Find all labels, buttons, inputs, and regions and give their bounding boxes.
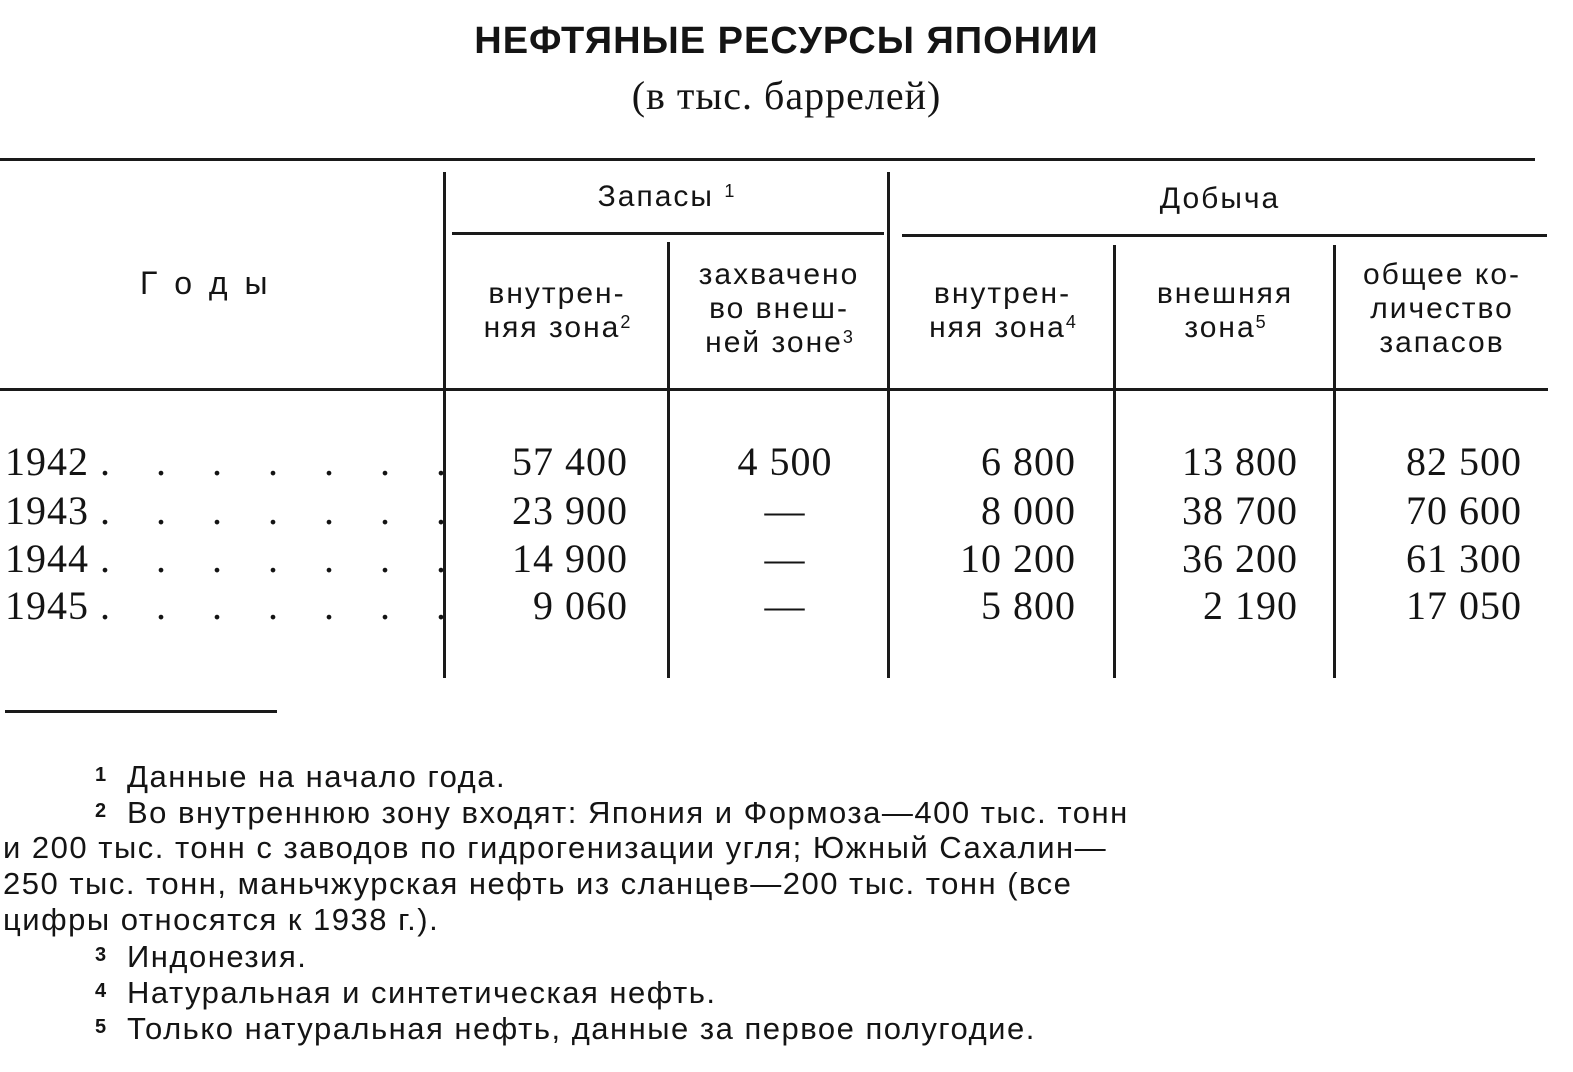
reserves-group-rule [452,232,884,235]
footnote-separator [5,710,277,713]
header-bottom-rule [0,388,1548,391]
cell-outer-production: 13 800 [1182,439,1298,484]
cell-outer-production: 36 200 [1182,536,1298,581]
table-row [0,438,1560,486]
table-top-rule [0,158,1535,161]
cell-total-reserves: 61 300 [1406,536,1522,581]
cell-inner-reserves: 57 400 [512,439,628,484]
cell-inner-reserves: 23 900 [512,488,628,533]
footnote-5: 5 Только натуральная нефть, данные за первое полугодие. [95,1011,1036,1046]
cell-total-reserves: 82 500 [1406,439,1522,484]
cell-total-reserves: 70 600 [1406,488,1522,533]
row-year: 1942 . . . . . . . [5,439,464,484]
table-row [0,487,1560,535]
page-title: НЕФТЯНЫЕ РЕСУРСЫ ЯПОНИИ [474,20,1099,62]
footnote-ref-1: 1 [724,181,735,201]
cell-captured: 4 500 [737,439,833,484]
subheader-outer-production: внешняя зона$^5$ [1156,277,1294,344]
production-group-rule [902,234,1547,237]
footnote-4: 4 Натуральная и синтетическая нефть. [95,975,717,1010]
subheader-captured: захвачено во внеш- ней зоне$^3$ [698,258,860,359]
subheader-inner-production: внутрен- няя зона$^4$ [929,277,1076,344]
footnote-2-line-4: цифры относятся к 1938 г.). [3,902,440,937]
row-year: 1943 . . . . . . . [5,488,464,533]
header-years: Г о д ы [140,265,272,301]
footnote-2-line-3: 250 тыс. тонн, маньчжурская нефть из сланцев—200 тыс. тонн (все [3,866,1073,901]
header-reserves: Запасы $^1$ [597,180,735,213]
cell-inner-production: 5 800 [981,583,1076,628]
cell-inner-production: 6 800 [981,439,1076,484]
footnote-1: 1 Данные на начало года. [95,759,507,794]
footnote-3: 3 Индонезия. [95,939,308,974]
page-subtitle: (в тыс. баррелей) [631,73,942,118]
row-year: 1944 . . . . . . . [5,536,464,581]
footnote-2: 2 Во внутреннюю зону входят: Япония и Формоза—400 тыс. тонн [95,795,1129,830]
cell-inner-reserves: 14 900 [512,536,628,581]
cell-inner-production: 8 000 [981,488,1076,533]
header-production: Добыча [1159,182,1281,215]
cell-captured: — [764,488,806,533]
subheader-total-reserves: общее ко- личество запасов [1362,258,1522,359]
cell-captured: — [764,583,806,628]
table-row [0,582,1560,630]
cell-inner-reserves: 9 060 [533,583,628,628]
subheader-inner-reserves: внутрен- няя зона$^2$ [483,277,631,344]
footnote-2-line-2: и 200 тыс. тонн с заводов по гидрогенизации угля; Южный Сахалин— [3,830,1108,865]
row-year: 1945 . . . . . . . [5,583,464,628]
cell-captured: — [764,536,806,581]
cell-total-reserves: 17 050 [1406,583,1522,628]
cell-outer-production: 38 700 [1182,488,1298,533]
cell-inner-production: 10 200 [960,536,1076,581]
cell-outer-production: 2 190 [1203,583,1298,628]
table-row [0,535,1560,583]
